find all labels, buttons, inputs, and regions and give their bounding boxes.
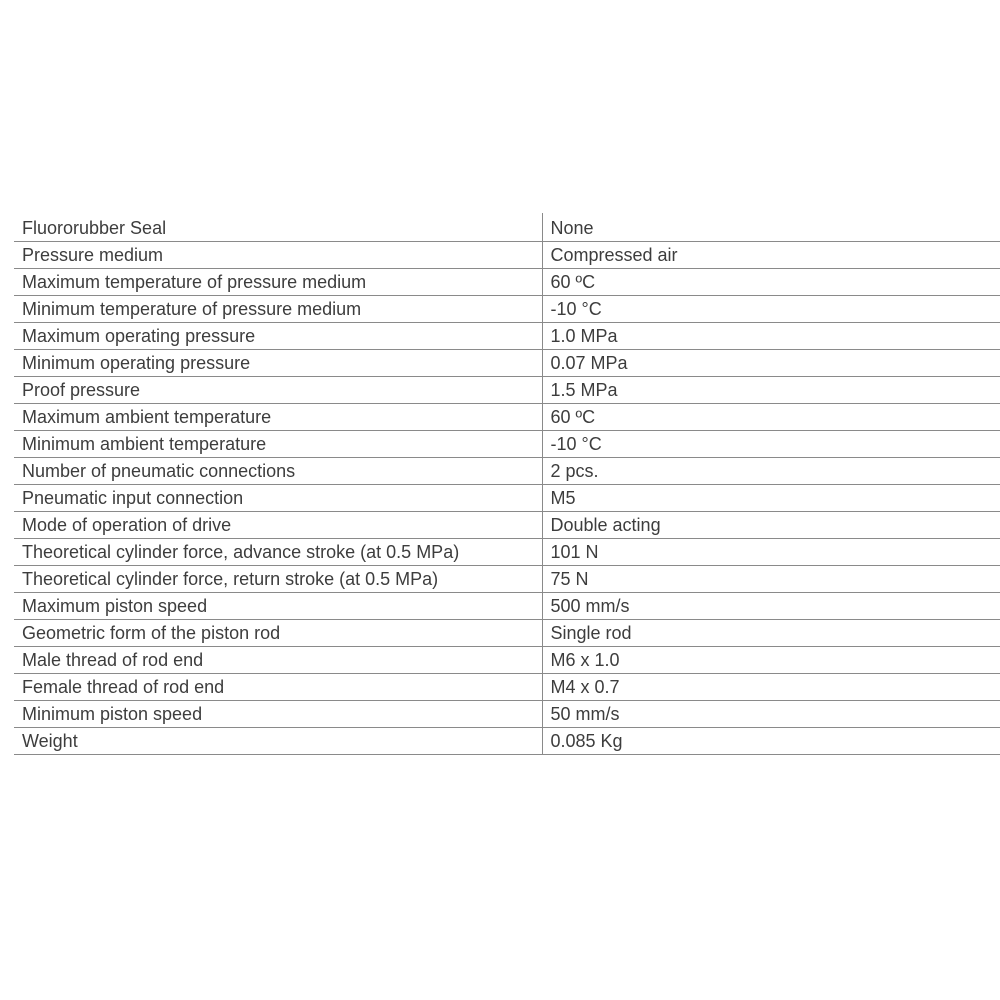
spec-table — [14, 213, 1000, 755]
spec-table-body — [14, 213, 1000, 754]
spec-value: 0.07 MPa — [542, 349, 1000, 376]
spec-label: Mode of operation of drive — [14, 511, 542, 538]
spec-value: 50 mm/s — [542, 700, 1000, 727]
spec-label: Maximum piston speed — [14, 592, 542, 619]
spec-label: Maximum temperature of pressure medium — [14, 268, 542, 295]
spec-value: M6 x 1.0 — [542, 646, 1000, 673]
spec-value: 75 N — [542, 565, 1000, 592]
spec-value: -10 °C — [542, 430, 1000, 457]
spec-value: 0.085 Kg — [542, 727, 1000, 754]
table-row — [14, 484, 1000, 511]
table-row — [14, 349, 1000, 376]
table-row — [14, 295, 1000, 322]
spec-label: Pressure medium — [14, 241, 542, 268]
spec-value: 1.5 MPa — [542, 376, 1000, 403]
spec-label: Minimum piston speed — [14, 700, 542, 727]
spec-value: 101 N — [542, 538, 1000, 565]
spec-label: Geometric form of the piston rod — [14, 619, 542, 646]
spec-value: Compressed air — [542, 241, 1000, 268]
spec-label: Theoretical cylinder force, advance stroke (at 0.5 MPa) — [14, 538, 542, 565]
table-row — [14, 322, 1000, 349]
spec-value: 500 mm/s — [542, 592, 1000, 619]
spec-value: Single rod — [542, 619, 1000, 646]
table-row — [14, 538, 1000, 565]
table-row — [14, 673, 1000, 700]
spec-label: Fluororubber Seal — [14, 213, 542, 241]
spec-label: Maximum ambient temperature — [14, 403, 542, 430]
spec-label: Minimum temperature of pressure medium — [14, 295, 542, 322]
table-row — [14, 268, 1000, 295]
spec-label: Proof pressure — [14, 376, 542, 403]
spec-value: 1.0 MPa — [542, 322, 1000, 349]
table-row — [14, 457, 1000, 484]
spec-label: Pneumatic input connection — [14, 484, 542, 511]
table-row — [14, 619, 1000, 646]
spec-value: Double acting — [542, 511, 1000, 538]
spec-label: Theoretical cylinder force, return stroke (at 0.5 MPa) — [14, 565, 542, 592]
spec-value: None — [542, 213, 1000, 241]
table-row — [14, 700, 1000, 727]
spec-label: Maximum operating pressure — [14, 322, 542, 349]
table-row — [14, 511, 1000, 538]
table-row — [14, 430, 1000, 457]
spec-value: 60 ºC — [542, 268, 1000, 295]
spec-label: Female thread of rod end — [14, 673, 542, 700]
table-row — [14, 592, 1000, 619]
spec-label: Male thread of rod end — [14, 646, 542, 673]
spec-value: M5 — [542, 484, 1000, 511]
table-row — [14, 403, 1000, 430]
spec-value: 60 ºC — [542, 403, 1000, 430]
table-row — [14, 565, 1000, 592]
table-row — [14, 241, 1000, 268]
spec-label: Number of pneumatic connections — [14, 457, 542, 484]
spec-value: -10 °C — [542, 295, 1000, 322]
spec-label: Weight — [14, 727, 542, 754]
table-row — [14, 376, 1000, 403]
spec-label: Minimum ambient temperature — [14, 430, 542, 457]
spec-value: 2 pcs. — [542, 457, 1000, 484]
table-row — [14, 646, 1000, 673]
table-row — [14, 727, 1000, 754]
spec-value: M4 x 0.7 — [542, 673, 1000, 700]
spec-label: Minimum operating pressure — [14, 349, 542, 376]
table-row — [14, 213, 1000, 241]
